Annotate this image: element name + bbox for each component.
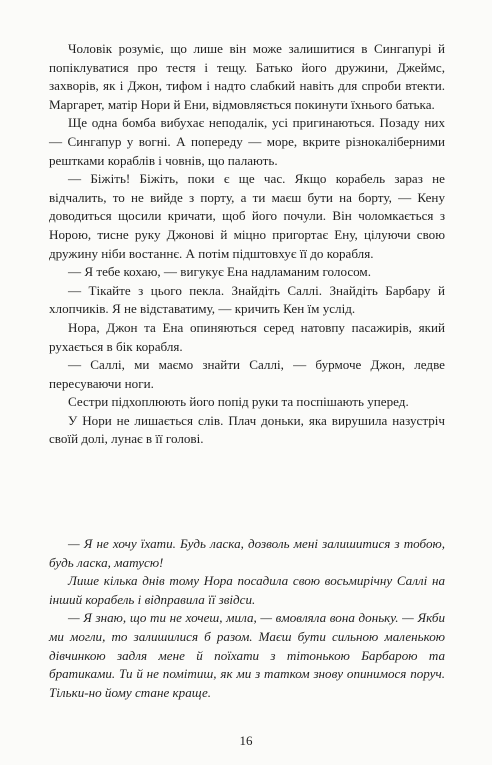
paragraph: Ще одна бомба вибухає неподалік, усі пригинаються. Позаду них — Сингапур у вогні. А попереду — море, вкрите різнокаліберними рештками кораблів і човнів, що палають. <box>49 115 445 168</box>
paragraph: Чоловік розуміє, що лише він може залишитися в Сингапурі й попіклуватися про тестя і тещу. Батько його дружини, Джеймс, захворів, як і Джон, тифом і надто слабкий навіть для спроби втекти. Маргарет, матір Нори й Ени, відмовляється покинути їхнього батька. <box>49 41 445 112</box>
paragraph: У Нори не лишається слів. Плач доньки, яка вирушила назустріч своїй долі, лунає в її голові. <box>49 412 445 447</box>
paragraph: — Я тебе кохаю, — вигукує Ена надламаним голосом. <box>68 264 371 280</box>
paragraph: Нора, Джон та Ена опиняються серед натовпу пасажирів, який рухається в бік корабля. <box>49 319 445 354</box>
paragraph: — Біжіть! Біжіть, поки є ще час. Якщо корабель зараз не відчалить, то не вийде з порту, а ти маєш бути на борту, — Кену доводиться щосили кричати, щоб його почули. Він чоломкається з Норою, тисне руку Джонові й міцно пригортає Ену, цілуючи свою дружину ніби востаннє. А потім підштовхує її до корабля. <box>49 171 445 261</box>
italic-paragraph: — Я не хочу їхати. Будь ласка, дозволь мені залишитися з тобою, будь ласка, матусю! <box>49 536 445 570</box>
page-number: 16 <box>239 733 253 748</box>
italic-paragraph: Лише кілька днів тому Нора посадила свою восьмирічну Саллі на інший корабель і відправила її звідси. <box>49 573 445 607</box>
paragraph: — Тікайте з цього пекла. Знайдіть Саллі. Знайдіть Барбару й хлопчиків. Я не відставатиму, — кричить Кен їм услід. <box>49 282 445 317</box>
paragraph: Сестри підхоплюють його попід руки та поспішають уперед. <box>68 394 409 410</box>
paragraph: — Саллі, ми маємо знайти Саллі, — бурмоче Джон, ледве пересуваючи ноги. <box>49 357 445 391</box>
flashback-text <box>49 535 445 702</box>
main-text <box>49 40 445 449</box>
italic-paragraph: — Я знаю, що ти не хочеш, мила, — вмовляла вона доньку. — Якби ми могли, то залишилися б разом. Маєш бути сильною маленькою дівчинкою задля мене й поїхати з тітонькою Барбарою та братиками. Ти й не помітиш, як ми з татком знову опинимося поруч. Тільки-но йому стане краще. <box>49 610 445 700</box>
